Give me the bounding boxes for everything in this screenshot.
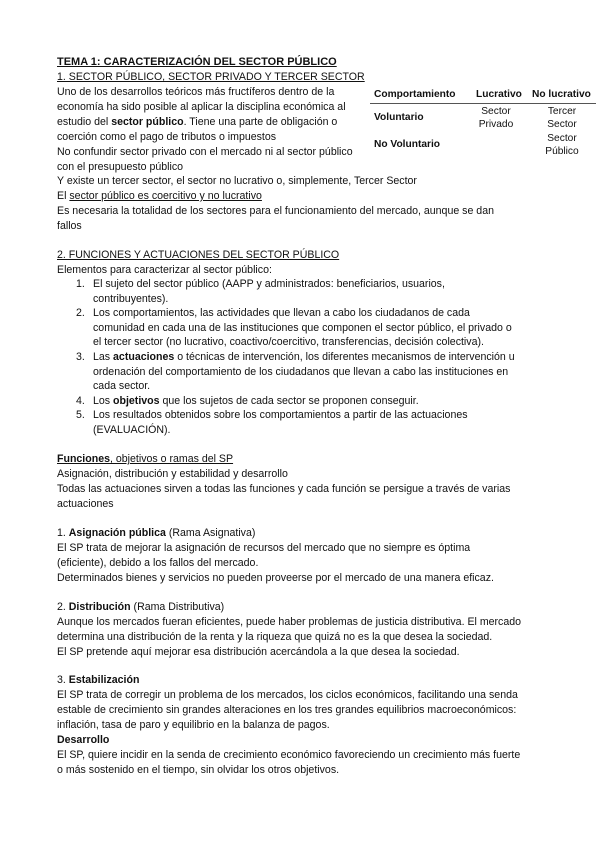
table-cell-public-sector bbox=[530, 132, 594, 158]
s1-paragraph-1-line-2: economía ha sido posible al aplicar la disciplina económica al bbox=[57, 101, 346, 113]
distribucion-heading bbox=[57, 600, 224, 615]
text-run: Los bbox=[93, 395, 114, 407]
text-run: El bbox=[57, 190, 70, 202]
estabilizacion-line-2: estable de crecimiento sin grandes alteraciones en los tres grandes equilibrios macroeconómicos: bbox=[57, 704, 517, 716]
text-run: 2. bbox=[57, 601, 69, 613]
table-header-behavior: Comportamiento bbox=[374, 89, 456, 100]
table-row-voluntary-label: Voluntario bbox=[374, 112, 424, 123]
list-item-2-line-1: Los comportamientos, las actividades que llevan a cabo los ciudadanos de cada bbox=[93, 307, 470, 319]
distribucion-line-1: Aunque los mercados fueran eficientes, puede haber problemas de justicia distributiva. El mercado bbox=[57, 616, 522, 628]
s1-paragraph-2-line-2: con el presupuesto público bbox=[57, 161, 184, 173]
asignacion-heading bbox=[57, 526, 255, 541]
text-run: que los sujetos de cada sector se proponen conseguir. bbox=[159, 395, 419, 407]
list-item-3-line-2: ordenación del comportamiento de los ciudadanos que llevan a cabo las instituciones en bbox=[93, 366, 509, 378]
list-number: 4. bbox=[76, 395, 85, 407]
desarrollo-line-1: El SP, quiere incidir en la senda de crecimiento económico favoreciendo un crecimiento más fuerte bbox=[57, 749, 521, 761]
text-run: o técnicas de intervención, los diferentes mecanismos de intervención u bbox=[174, 351, 515, 363]
list-item-5-line-1: Los resultados obtenidos sobre los comportamientos a partir de las actuaciones bbox=[93, 409, 468, 421]
document-title: TEMA 1: CARACTERIZACIÓN DEL SECTOR PÚBLICO bbox=[57, 56, 337, 68]
list-item-3-line-3: cada sector. bbox=[93, 380, 151, 392]
desarrollo-line-2: o más sostenido en el tiempo, sin olvidar los otros objetivos. bbox=[57, 764, 340, 776]
list-number: 3. bbox=[76, 351, 85, 363]
list-item-4 bbox=[93, 394, 419, 409]
list-number: 5. bbox=[76, 409, 85, 421]
text-run: (Rama Distributiva) bbox=[130, 601, 225, 613]
cell-line: Privado bbox=[478, 119, 514, 130]
table-row-non-voluntary-label: No Voluntario bbox=[374, 139, 441, 150]
asignacion-line-3: Determinados bienes y servicios no pueden proveerse por el mercado de una manera eficaz. bbox=[57, 572, 494, 584]
cell-line: Tercer bbox=[547, 106, 577, 117]
text-run: 1. bbox=[57, 527, 69, 539]
table-header-lucrative: Lucrativo bbox=[476, 89, 522, 100]
estabilizacion-heading bbox=[57, 673, 139, 688]
list-item-5-line-2: (EVALUACIÓN). bbox=[93, 424, 171, 436]
text-run: estudio del bbox=[57, 116, 112, 128]
text-run: Las bbox=[93, 351, 114, 363]
table-header-non-lucrative: No lucrativo bbox=[532, 89, 591, 100]
distribucion-line-3: El SP pretende aquí mejorar esa distribución acercándola a la que desea la sociedad. bbox=[57, 646, 460, 658]
text-run: 3. bbox=[57, 674, 69, 686]
funciones-line-2: Todas las actuaciones sirven a todas las funciones y cada función se persigue a través de varias bbox=[57, 483, 511, 495]
cell-line: Sector bbox=[547, 133, 577, 144]
desarrollo-heading: Desarrollo bbox=[57, 734, 110, 746]
list-number: 2. bbox=[76, 307, 85, 319]
s1-paragraph-3: Y existe un tercer sector, el sector no lucrativo o, simplemente, Tercer Sector bbox=[57, 175, 417, 187]
cell-line: Sector bbox=[481, 106, 511, 117]
funciones-line-1: Asignación, distribución y estabilidad y desarrollo bbox=[57, 468, 288, 480]
section-1-heading: 1. SECTOR PÚBLICO, SECTOR PRIVADO Y TERCER SECTOR bbox=[57, 71, 365, 83]
estabilizacion-line-1: El SP trata de corregir un problema de los mercados, los ciclos económicos, facilitando una senda bbox=[57, 689, 518, 701]
s1-paragraph-1-line-3 bbox=[57, 115, 337, 130]
list-item-2-line-3: el tercer sector (no lucrativo, coactivo/coercitivo, transferencias, decisión colectiva). bbox=[93, 336, 484, 348]
bold-term: Distribución bbox=[68, 601, 131, 613]
list-item-1-line-2: contribuyentes). bbox=[93, 293, 169, 305]
table-header-divider bbox=[370, 103, 596, 104]
bold-term: objetivos bbox=[113, 395, 160, 407]
s1-paragraph-1-line-1: Uno de los desarrollos teóricos más fructíferos dentro de la bbox=[57, 86, 335, 98]
s1-paragraph-2-line-1: No confundir sector privado con el mercado ni al sector público bbox=[57, 146, 353, 158]
underlined-phrase: sector público es coercitivo y no lucrativo bbox=[69, 190, 262, 202]
s1-paragraph-4 bbox=[57, 189, 262, 204]
asignacion-line-1: El SP trata de mejorar la asignación de recursos del mercado que no siempre es óptima bbox=[57, 542, 471, 554]
list-item-3-line-1 bbox=[93, 350, 515, 365]
table-cell-private-sector bbox=[464, 105, 528, 131]
funciones-line-3: actuaciones bbox=[57, 498, 114, 510]
bold-term: Estabilización bbox=[68, 674, 140, 686]
table-cell-third-sector bbox=[530, 105, 594, 131]
list-item-1-line-1: El sujeto del sector público (AAPP y administrados: beneficiarios, usuarios, bbox=[93, 278, 445, 290]
funciones-heading bbox=[57, 452, 233, 467]
distribucion-line-2: determina una distribución de la renta y la riqueza que quizá no es la que desea la sociedad. bbox=[57, 631, 493, 643]
bold-term: sector público bbox=[111, 116, 184, 128]
list-item-2-line-2: comunidad en cada una de las instituciones que componen el sector público, el privado o bbox=[93, 322, 512, 334]
text-run: . Tiene una parte de obligación o bbox=[183, 116, 338, 128]
section-2-heading: 2. FUNCIONES Y ACTUACIONES DEL SECTOR PÚBLICO bbox=[57, 249, 340, 261]
bold-term: Asignación pública bbox=[68, 527, 166, 539]
s1-paragraph-1-line-4: coerción como el pago de tributos o impuestos bbox=[57, 131, 277, 143]
s1-paragraph-5-line-2: fallos bbox=[57, 220, 82, 232]
bold-term: actuaciones bbox=[113, 351, 175, 363]
text-run: (Rama Asignativa) bbox=[165, 527, 256, 539]
estabilizacion-line-3: inflación, tasa de paro y equilibrio en la balanza de pagos. bbox=[57, 719, 330, 731]
list-number: 1. bbox=[76, 278, 85, 290]
text-run: , objetivos o ramas del SP bbox=[109, 453, 234, 465]
bold-term: Funciones bbox=[57, 453, 110, 465]
s1-paragraph-5-line-1: Es necesaria la totalidad de los sectores para el funcionamiento del mercado, aunque se dan bbox=[57, 205, 494, 217]
asignacion-line-2: (eficiente), debido a los fallos del mercado. bbox=[57, 557, 259, 569]
s2-intro: Elementos para caracterizar al sector público: bbox=[57, 264, 272, 276]
cell-line: Público bbox=[545, 146, 579, 157]
cell-line: Sector bbox=[547, 119, 577, 130]
